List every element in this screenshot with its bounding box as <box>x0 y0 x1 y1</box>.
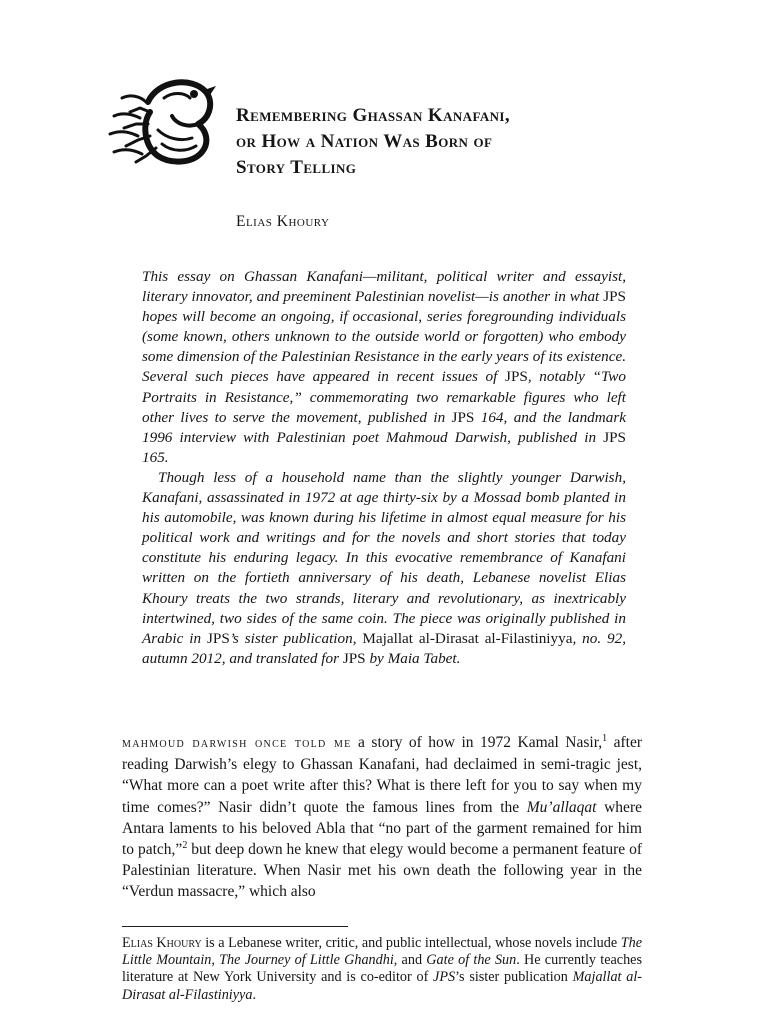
author-bio-footnote: Elias Khoury is a Lebanese writer, critic, and public intellectual, whose novels include The Little Mountain, The Journey of Little Ghandhi, and Gate of the Sun. He currently teaches literature at New York University and is co-editor of JPS’s sister publication Majallat al-Dirasat al-Filastiniyya. <box>122 935 643 1003</box>
footnote-ref[interactable]: 2 <box>182 839 188 851</box>
editorial-abstract <box>142 267 626 669</box>
title-line: Story Telling <box>236 157 357 178</box>
title-line: or How a Nation Was Born of <box>236 131 493 152</box>
footnote-divider <box>122 926 348 927</box>
author-name: Elias Khoury <box>236 213 330 230</box>
lead-in: mahmoud darwish once told me <box>122 736 352 751</box>
bird-emblem-icon <box>100 68 218 168</box>
article-title <box>236 103 656 181</box>
body-paragraph: mahmoud darwish once told me a story of how in 1972 Kamal Nasir,$^1$ after reading Darwish’s elegy to Ghassan Kanafani, had declaimed in semi-tragic jest, “What more can a poet write after this? What is there left for you to say when my time comes?” Nasir didn’t quote the famous lines from the Mu’allaqat where Antara laments to his beloved Abla that “no part of the garment remained for him to patch,”$^2$ but deep down he knew that elegy would become a permanent feature of Palestinian literature. When Nasir met his own death the following year in the “Verdun massacre,” which also <box>122 732 643 901</box>
footnote-ref[interactable]: 1 <box>602 732 608 744</box>
abstract-paragraph: This essay on Ghassan Kanafani—militant, political writer and essayist, literary innovator, and preeminent Palestinian novelist—is another in what JPS hopes will become an ongoing, if occasional, series foregrounding individuals (some known, others unknown to the outside world or forgotten) who embody some dimension of the Palestinian Resistance in the early years of its existence. Several such pieces have appeared in recent issues of JPS, notably “Two Portraits in Resistance,” commemorating two remarkable figures who left other lives to serve the movement, published in JPS 164, and the landmark 1996 interview with Palestinian poet Mahmoud Darwish, published in JPS 165. <box>142 268 627 466</box>
abstract-paragraph: Though less of a household name than the slightly younger Darwish, Kanafani, assassinated in 1972 at age thirty-six by a Mossad bomb planted in his automobile, was known during his lifetime in almost equal measure for his political work and writings and for the novels and short stories that today constitute his enduring legacy. In this evocative remembrance of Kanafani written on the fortieth anniversary of his death, Lebanese novelist Elias Khoury treats the two strands, literary and revolutionary, as inextricably intertwined, two sides of the same coin. The piece was originally published in Arabic in JPS’s sister publication, Majallat al-Dirasat al-Filastiniyya, no. 92, autumn 2012, and translated for JPS by Maia Tabet. <box>142 468 627 667</box>
title-line: Remembering Ghassan Kanafani, <box>236 105 511 126</box>
